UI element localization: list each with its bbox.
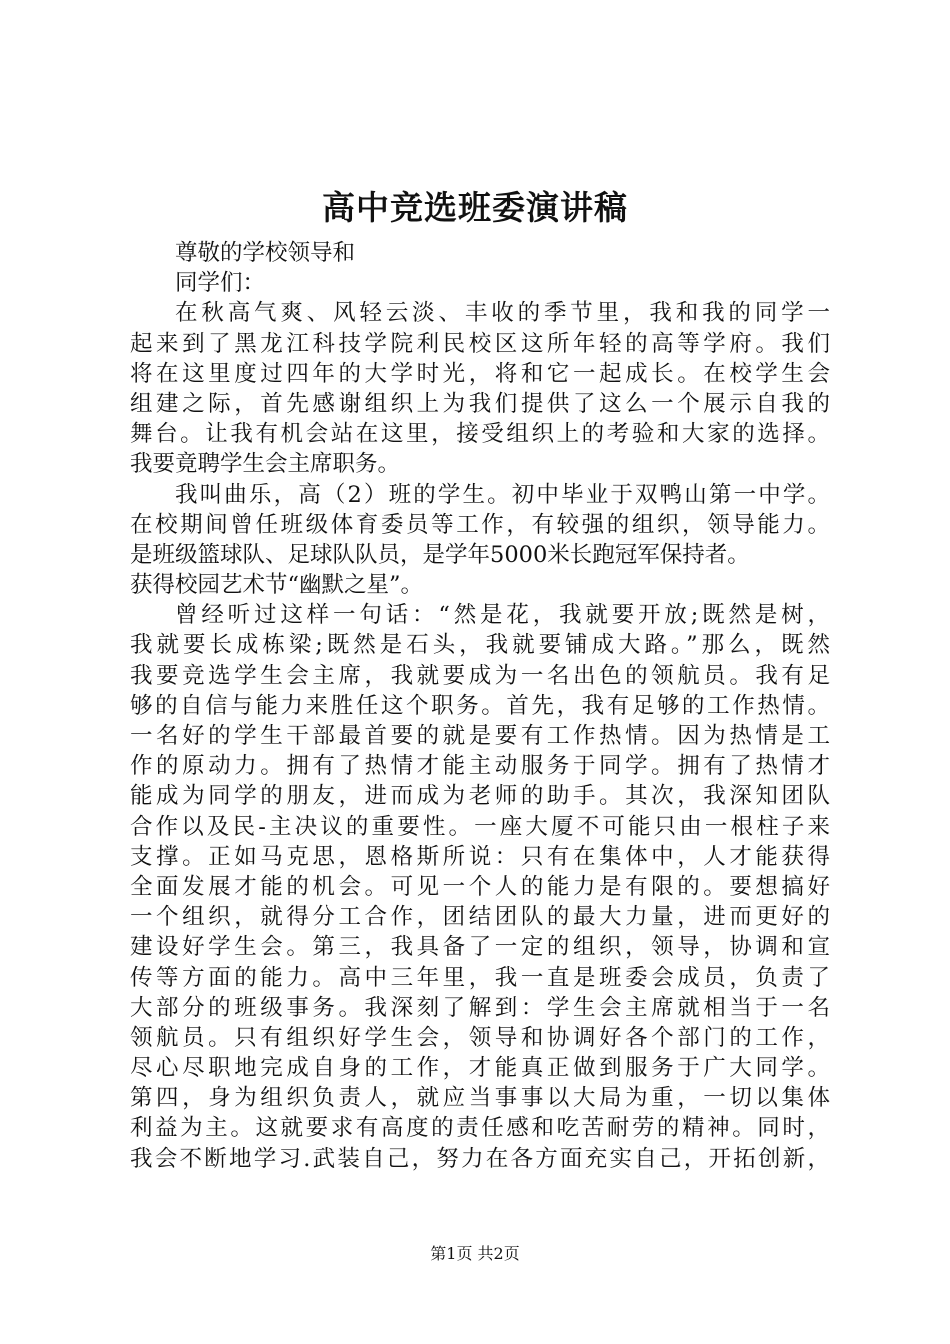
paragraph-line: 我就要长成栋梁;既然是石头，我就要铺成大路。”那么，既然 bbox=[130, 632, 830, 659]
paragraph-line: 起来到了黑龙江科技学院利民校区这所年轻的高等学府。我们 bbox=[130, 330, 830, 357]
paragraph-line: 舞台。让我有机会站在这里，接受组织上的考验和大家的选择。 bbox=[130, 421, 830, 448]
document-body bbox=[130, 238, 830, 1174]
paragraph-line: 合作以及民-主决议的重要性。一座大厦不可能只由一根柱子来 bbox=[130, 813, 830, 840]
paragraph-line: 大部分的班级事务。我深刻了解到：学生会主席就相当于一名 bbox=[130, 994, 830, 1021]
paragraph-line: 能成为同学的朋友，进而成为老师的助手。其次，我深知团队 bbox=[130, 783, 830, 810]
paragraph-line: 我要竞选学生会主席，我就要成为一名出色的领航员。我有足 bbox=[130, 662, 830, 689]
greeting-line: 尊敬的学校领导和 bbox=[175, 240, 356, 266]
paragraph-line: 我要竟聘学生会主席职务。 bbox=[130, 451, 401, 478]
paragraph-line: 作的原动力。拥有了热情才能主动服务于同学。拥有了热情才 bbox=[130, 753, 830, 780]
paragraph-line: 在校期间曾任班级体育委员等工作，有较强的组织，领导能力。 bbox=[130, 511, 830, 538]
paragraph-line: 获得校园艺术节“幽默之星”。 bbox=[130, 572, 424, 599]
paragraph-line: 我会不断地学习.武装自己，努力在各方面充实自己，开拓创新， bbox=[130, 1145, 830, 1172]
paragraph-line: 我叫曲乐，高（2）班的学生。初中毕业于双鸭山第一中学。 bbox=[175, 481, 830, 508]
page-number-footer: 第1页 共2页 bbox=[430, 1244, 520, 1263]
paragraph-line: 领航员。只有组织好学生会，领导和协调好各个部门的工作， bbox=[130, 1024, 830, 1051]
paragraph-line: 全面发展才能的机会。可见一个人的能力是有限的。要想搞好 bbox=[130, 873, 830, 900]
paragraph-line: 第四，身为组织负责人，就应当事事以大局为重，一切以集体 bbox=[130, 1085, 830, 1112]
paragraph-line: 曾经听过这样一句话：“然是花，我就要开放;既然是树， bbox=[175, 602, 830, 629]
paragraph-line: 支撑。正如马克思，恩格斯所说：只有在集体中，人才能获得 bbox=[130, 843, 830, 870]
paragraph-line: 将在这里度过四年的大学时光，将和它一起成长。在校学生会 bbox=[130, 360, 830, 387]
paragraph-line: 一名好的学生干部最首要的就是要有工作热情。因为热情是工 bbox=[130, 723, 830, 749]
paragraph-line: 在秋高气爽、风轻云淡、丰收的季节里，我和我的同学一 bbox=[175, 300, 830, 327]
paragraph-line: 传等方面的能力。高中三年里，我一直是班委会成员，负责了 bbox=[130, 964, 830, 991]
paragraph-line: 利益为主。这就要求有高度的责任感和吃苦耐劳的精神。同时， bbox=[130, 1115, 830, 1142]
paragraph-line: 尽心尽职地完成自身的工作，才能真正做到服务于广大同学。 bbox=[130, 1055, 830, 1082]
greeting-line: 同学们： bbox=[175, 270, 266, 297]
document-title: 高中竞选班委演讲稿 bbox=[322, 188, 628, 227]
paragraph-line: 够的自信与能力来胜任这个职务。首先，我有足够的工作热情。 bbox=[130, 692, 830, 719]
paragraph-line: 组建之际，首先感谢组织上为我们提供了这么一个展示自我的 bbox=[130, 390, 830, 417]
paragraph-line: 建设好学生会。第三，我具备了一定的组织，领导，协调和宣 bbox=[130, 934, 830, 961]
paragraph-line: 一个组织，就得分工合作，团结团队的最大力量，进而更好的 bbox=[130, 904, 830, 931]
paragraph-line: 是班级篮球队、足球队队员，是学年5000米长跑冠军保持者。 bbox=[130, 541, 750, 568]
